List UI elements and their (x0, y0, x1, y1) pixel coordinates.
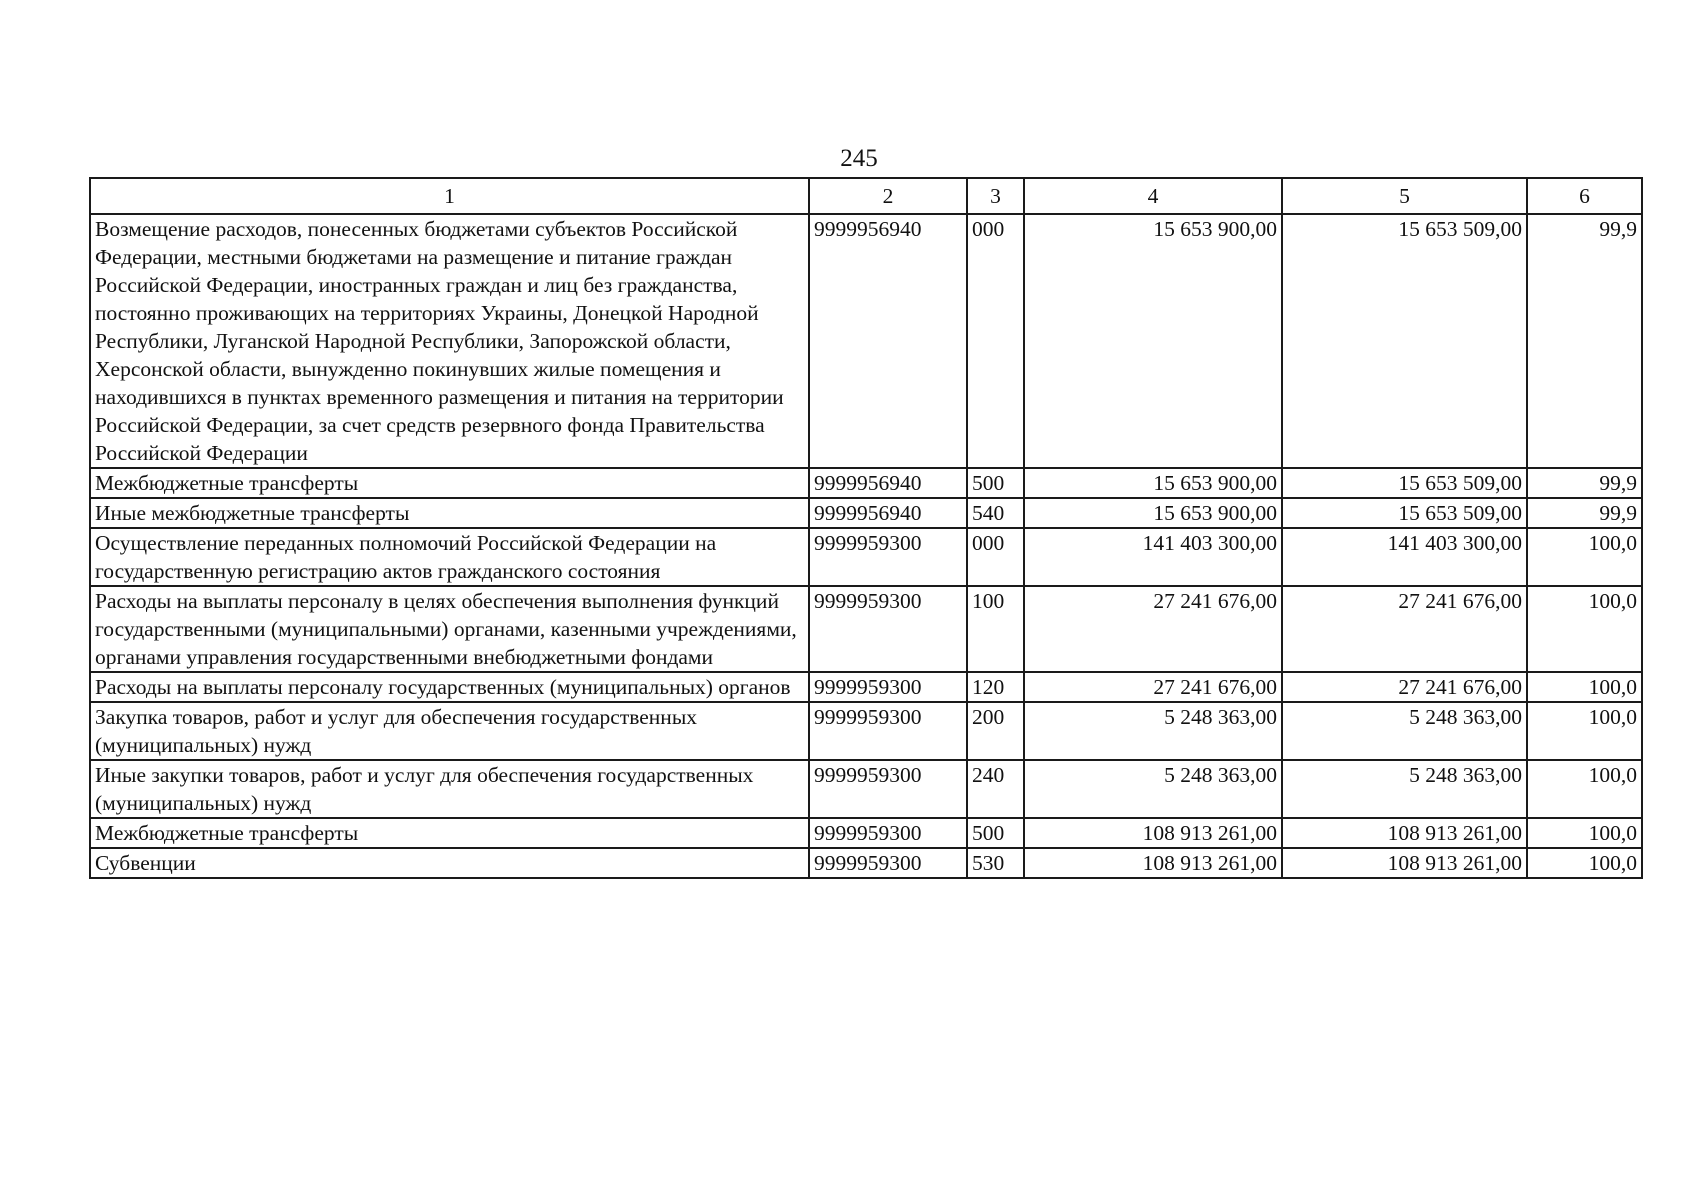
row-percent: 100,0 (1527, 848, 1642, 878)
row-percent: 99,9 (1527, 498, 1642, 528)
row-type: 200 (967, 702, 1024, 760)
row-type: 000 (967, 528, 1024, 586)
row-percent: 100,0 (1527, 818, 1642, 848)
row-executed: 27 241 676,00 (1282, 672, 1527, 702)
row-percent: 100,0 (1527, 586, 1642, 672)
row-executed: 15 653 509,00 (1282, 498, 1527, 528)
row-name: Межбюджетные трансферты (90, 818, 809, 848)
row-executed: 5 248 363,00 (1282, 760, 1527, 818)
row-executed: 15 653 509,00 (1282, 214, 1527, 468)
row-name: Расходы на выплаты персоналу в целях обеспечения выполнения функций государственными (муниципальными) органами, казенными учреждениями, органами управления государственными внебюджетными фондами (90, 586, 809, 672)
row-percent: 100,0 (1527, 528, 1642, 586)
table-row (90, 498, 1642, 528)
page-number: 245 (840, 145, 878, 172)
table-row (90, 468, 1642, 498)
budget-execution-table (89, 177, 1643, 879)
row-type: 240 (967, 760, 1024, 818)
row-planned: 108 913 261,00 (1024, 848, 1282, 878)
row-type: 500 (967, 818, 1024, 848)
row-planned: 108 913 261,00 (1024, 818, 1282, 848)
table-row (90, 586, 1642, 672)
row-type: 120 (967, 672, 1024, 702)
row-percent: 99,9 (1527, 214, 1642, 468)
row-code: 9999959300 (809, 818, 967, 848)
row-executed: 108 913 261,00 (1282, 818, 1527, 848)
column-header-percent: 6 (1527, 178, 1642, 214)
row-planned: 15 653 900,00 (1024, 214, 1282, 468)
row-planned: 15 653 900,00 (1024, 468, 1282, 498)
row-name: Возмещение расходов, понесенных бюджетами субъектов Российской Федерации, местными бюджетами на размещение и питание граждан Российской Федерации, иностранных граждан и лиц без гражданства, постоянно проживающих на территориях Украины, Донецкой Народной Республики, Луганской Народной Республики, Запорожской области, Херсонской области, вынужденно покинувших жилые помещения и находившихся в пунктах временного размещения и питания на территории Российской Федерации, за счет средств резервного фонда Правительства Российской Федерации (90, 214, 809, 468)
table-row (90, 818, 1642, 848)
row-code: 9999959300 (809, 528, 967, 586)
row-type: 540 (967, 498, 1024, 528)
row-executed: 15 653 509,00 (1282, 468, 1527, 498)
row-code: 9999959300 (809, 760, 967, 818)
row-percent: 100,0 (1527, 760, 1642, 818)
row-percent: 100,0 (1527, 672, 1642, 702)
row-executed: 108 913 261,00 (1282, 848, 1527, 878)
row-name: Закупка товаров, работ и услуг для обеспечения государственных (муниципальных) нужд (90, 702, 809, 760)
row-code: 9999959300 (809, 702, 967, 760)
table-row (90, 528, 1642, 586)
row-code: 9999959300 (809, 848, 967, 878)
row-executed: 27 241 676,00 (1282, 586, 1527, 672)
row-name: Субвенции (90, 848, 809, 878)
row-name: Иные межбюджетные трансферты (90, 498, 809, 528)
row-executed: 5 248 363,00 (1282, 702, 1527, 760)
row-percent: 99,9 (1527, 468, 1642, 498)
row-type: 000 (967, 214, 1024, 468)
row-code: 9999959300 (809, 586, 967, 672)
row-name: Расходы на выплаты персоналу государственных (муниципальных) органов (90, 672, 809, 702)
row-code: 9999959300 (809, 672, 967, 702)
column-header-code: 2 (809, 178, 967, 214)
table-row (90, 214, 1642, 468)
row-type: 500 (967, 468, 1024, 498)
row-code: 9999956940 (809, 214, 967, 468)
column-header-executed: 5 (1282, 178, 1527, 214)
row-code: 9999956940 (809, 468, 967, 498)
table-row (90, 848, 1642, 878)
row-planned: 5 248 363,00 (1024, 760, 1282, 818)
table-header-row (90, 178, 1642, 214)
column-header-type: 3 (967, 178, 1024, 214)
row-planned: 27 241 676,00 (1024, 586, 1282, 672)
table-row (90, 672, 1642, 702)
row-type: 530 (967, 848, 1024, 878)
column-header-name: 1 (90, 178, 809, 214)
row-planned: 5 248 363,00 (1024, 702, 1282, 760)
row-percent: 100,0 (1527, 702, 1642, 760)
row-planned: 141 403 300,00 (1024, 528, 1282, 586)
table-row (90, 760, 1642, 818)
row-name: Осуществление переданных полномочий Российской Федерации на государственную регистрацию актов гражданского состояния (90, 528, 809, 586)
row-code: 9999956940 (809, 498, 967, 528)
row-executed: 141 403 300,00 (1282, 528, 1527, 586)
column-header-planned: 4 (1024, 178, 1282, 214)
row-name: Иные закупки товаров, работ и услуг для обеспечения государственных (муниципальных) нужд (90, 760, 809, 818)
row-planned: 27 241 676,00 (1024, 672, 1282, 702)
row-planned: 15 653 900,00 (1024, 498, 1282, 528)
row-type: 100 (967, 586, 1024, 672)
table-row (90, 702, 1642, 760)
row-name: Межбюджетные трансферты (90, 468, 809, 498)
